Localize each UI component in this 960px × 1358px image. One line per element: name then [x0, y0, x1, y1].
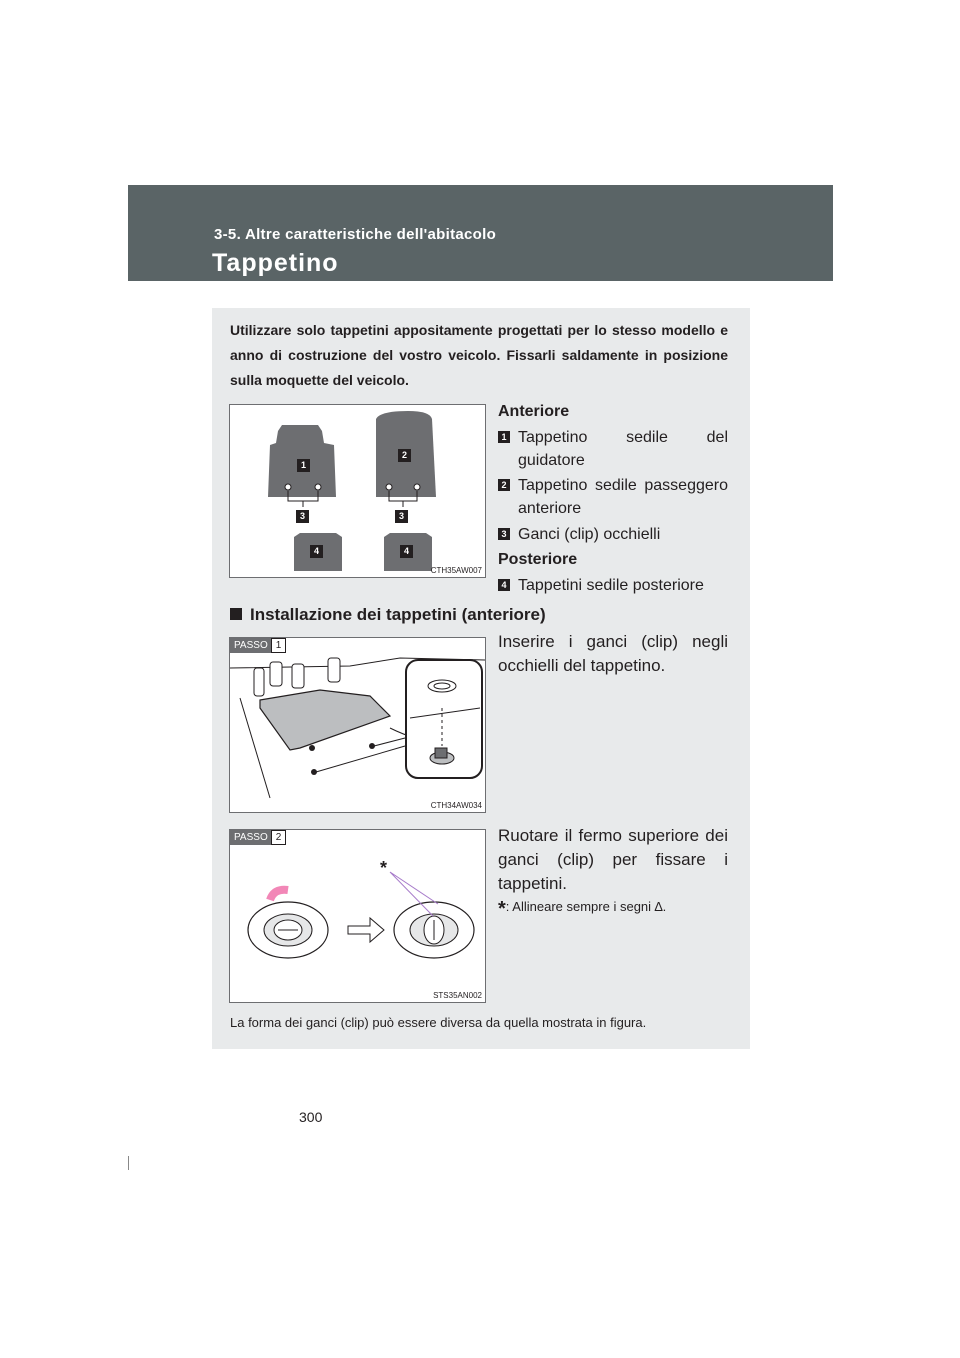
step2-figure-code: STS35AN002 [433, 991, 482, 1000]
page-title: Tappetino [212, 249, 339, 277]
step2-text: Ruotare il fermo superiore dei ganci (clip) per fissare i tappetini. [498, 826, 728, 893]
square-bullet-icon [230, 608, 242, 620]
floor-mats-figure [229, 404, 486, 578]
rear-heading: Posteriore [498, 551, 578, 568]
step2-badge: PASSO 2 [230, 830, 286, 845]
front-heading: Anteriore [498, 403, 570, 420]
legend-item-2: 2 Tappetino sedile passeggero anteriore [498, 474, 728, 520]
figure-code: CTH35AW007 [430, 566, 482, 575]
mat-shape [260, 690, 390, 750]
asterisk-marker: * [380, 858, 388, 878]
footnote: La forma dei ganci (clip) può essere diversa da quella mostrata in figura. [230, 1015, 647, 1030]
step1-badge: PASSO 1 [230, 638, 286, 653]
step1-text: Inserire i ganci (clip) negli occhielli del tappetino. [498, 632, 728, 675]
intro-paragraph: Utilizzare solo tappetini appositamente progettati per lo stesso modello e anno di costruzione del vostro veicolo. Fissarli saldamente in posizione sulla moquette del veicolo. [230, 322, 728, 388]
margin-mark [128, 1156, 129, 1170]
section-label: 3-5. Altre caratteristiche dell'abitacolo [214, 226, 497, 243]
badge-3-left: 3 [296, 510, 309, 523]
badge-3-right: 3 [395, 510, 408, 523]
install-heading: Installazione dei tappetini (anteriore) [230, 605, 546, 625]
step1-figure-code: CTH34AW034 [430, 801, 482, 810]
badge-4-left: 4 [310, 545, 323, 558]
step1-figure [229, 637, 486, 813]
alignment-note: *: Allineare sempre i segni ∆. [498, 898, 667, 920]
step2-figure [229, 829, 486, 1003]
legend-item-3: 3 Ganci (clip) occhielli [498, 523, 728, 546]
legend-item-4: 4 Tappetini sedile posteriore [498, 574, 728, 597]
page-number: 300 [299, 1109, 323, 1125]
badge-2: 2 [398, 449, 411, 462]
legend-item-1: 1 Tappetino sedile del guidatore [498, 426, 728, 472]
badge-1: 1 [297, 459, 310, 472]
badge-4-right: 4 [400, 545, 413, 558]
